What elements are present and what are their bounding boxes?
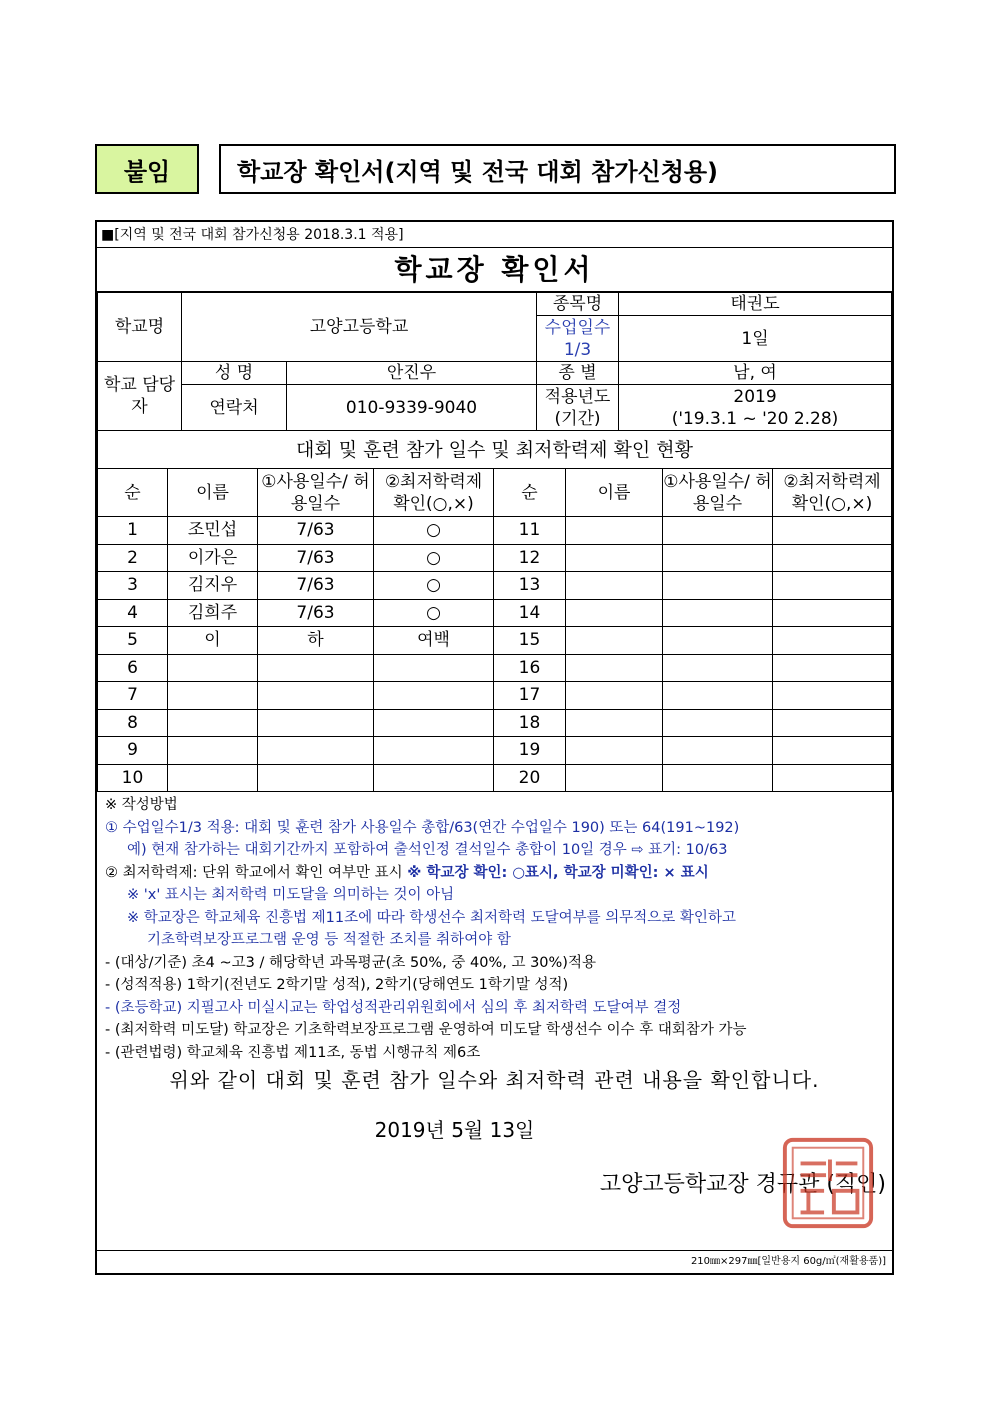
cell-check-right <box>773 764 892 792</box>
cell-check <box>374 764 494 792</box>
period-value: ('19.3.1 ~ '20 2.28) <box>671 408 839 429</box>
cell-no: 10 <box>98 764 168 792</box>
cell-name-right <box>566 764 663 792</box>
cell-days-right <box>663 599 773 627</box>
cell-days-right <box>663 764 773 792</box>
cell-check <box>374 737 494 765</box>
cell-no: 2 <box>98 544 168 572</box>
manager-label: 학교 담당자 <box>98 362 182 431</box>
cell-name-right <box>566 654 663 682</box>
name-value: 안진우 <box>287 362 537 385</box>
cell-name-right <box>566 709 663 737</box>
cell-no-right: 20 <box>494 764 566 792</box>
col-name-right: 이름 <box>566 469 663 517</box>
cell-check-right <box>773 627 892 655</box>
detail-2: - (성적적용) 1학기(전년도 2학기말 성적), 2학기(당해연도 1학기말 성적) <box>105 977 569 993</box>
detail-5: - (관련법령) 학교체육 진흥법 제11조, 동법 시행규칙 제6조 <box>105 1044 481 1061</box>
instructions <box>97 792 892 1064</box>
cell-days-right <box>663 682 773 710</box>
cell-name <box>168 682 258 710</box>
info-table <box>97 292 892 469</box>
cell-name: 김희주 <box>168 599 258 627</box>
form-header-note: ■[지역 및 전국 대회 참가신청용 2018.3.1 적용] <box>97 222 892 248</box>
col-days-right: ①사용일수/ 허용일수 <box>663 469 773 517</box>
table-row <box>98 654 892 682</box>
cell-no-right: 19 <box>494 737 566 765</box>
official-seal-stamp <box>779 1134 877 1232</box>
cell-check <box>374 709 494 737</box>
cell-days: 7/63 <box>258 517 374 545</box>
cell-name <box>168 654 258 682</box>
cell-days: 7/63 <box>258 544 374 572</box>
cell-no: 7 <box>98 682 168 710</box>
col-days: ①사용일수/ 허용일수 <box>258 469 374 517</box>
note-2 <box>105 862 892 885</box>
table-row <box>98 627 892 655</box>
document-heading: 학교장 확인서(지역 및 전국 대회 참가신청용) <box>219 144 896 194</box>
col-no: 순 <box>98 469 168 517</box>
cell-name: 조민섭 <box>168 517 258 545</box>
school-name: 고양고등학교 <box>182 293 537 362</box>
cell-days <box>258 737 374 765</box>
name-label: 성 명 <box>182 362 287 385</box>
col-name: 이름 <box>168 469 258 517</box>
cell-name-right <box>566 517 663 545</box>
cell-days-right <box>663 517 773 545</box>
year-label: 적용년도 (기간) <box>537 385 619 431</box>
note-2b: ※ 학교장 확인: ○표시, 학교장 미확인: × 표시 <box>407 864 709 881</box>
col-no-right: 순 <box>494 469 566 517</box>
cell-check: 여백 <box>374 627 494 655</box>
event-value: 태권도 <box>619 293 892 316</box>
cell-name-right <box>566 682 663 710</box>
table-row <box>98 572 892 600</box>
cell-no: 9 <box>98 737 168 765</box>
cell-days-right <box>663 737 773 765</box>
cell-check-right <box>773 572 892 600</box>
cell-name <box>168 737 258 765</box>
cell-no: 1 <box>98 517 168 545</box>
cell-name: 이가은 <box>168 544 258 572</box>
cell-no: 5 <box>98 627 168 655</box>
detail-1: - (대상/기준) 초4 ~고3 / 해당학년 과목평균(초 50%, 중 40%, 고 30%)적용 <box>105 954 596 971</box>
cell-no: 6 <box>98 654 168 682</box>
cell-check-right <box>773 654 892 682</box>
cell-no: 4 <box>98 599 168 627</box>
cell-check: ○ <box>374 544 494 572</box>
section-title: 대회 및 훈련 참가 일수 및 최저학력제 확인 현황 <box>98 431 892 469</box>
table-row <box>98 517 892 545</box>
cell-check: ○ <box>374 517 494 545</box>
cell-days <box>258 654 374 682</box>
cell-name-right <box>566 544 663 572</box>
col-check: ②최저학력제 확인(○,×) <box>374 469 494 517</box>
table-row <box>98 737 892 765</box>
confirmation-form <box>95 220 894 1275</box>
cell-name: 김지우 <box>168 572 258 600</box>
cell-check-right <box>773 709 892 737</box>
cell-check-right <box>773 682 892 710</box>
signer: 고양고등학교장 경규관 (직인) <box>599 1172 886 1197</box>
note-2a: ② 최저학력제: 단위 학교에서 확인 여부만 표시 <box>105 864 408 881</box>
closing-statement: 위와 같이 대회 및 훈련 참가 일수와 최저학력 관련 내용을 확인합니다. <box>169 1068 820 1092</box>
class-days-value: 1일 <box>619 316 892 362</box>
cell-check-right <box>773 544 892 572</box>
table-row <box>98 764 892 792</box>
cell-days-right <box>663 654 773 682</box>
contact-value: 010-9339-9040 <box>287 385 537 431</box>
cell-days: 7/63 <box>258 599 374 627</box>
note-1b: 예) 현재 참가하는 대회기간까지 포함하여 출석인정 결석일수 총합이 10일 경우 ⇨ 표기: 10/63 <box>127 842 728 858</box>
col-check-right: ②최저학력제 확인(○,×) <box>773 469 892 517</box>
note-3: ※ 'x' 표시는 최저학력 미도달을 의미하는 것이 아님 <box>127 887 455 903</box>
cell-check: ○ <box>374 572 494 600</box>
cell-days-right <box>663 709 773 737</box>
cell-name-right <box>566 737 663 765</box>
notes-heading: ※ 작성방법 <box>105 797 178 813</box>
event-label: 종목명 <box>537 293 619 316</box>
cell-no-right: 18 <box>494 709 566 737</box>
note-4a: ※ 학교장은 학교체육 진흥법 제11조에 따라 학생선수 최저학력 도달여부를 의무적으로 확인하고 <box>127 909 736 926</box>
cell-no: 8 <box>98 709 168 737</box>
cell-no-right: 17 <box>494 682 566 710</box>
cell-name <box>168 709 258 737</box>
detail-4: - (최저학력 미도달) 학교장은 기초학력보장프로그램 운영하여 미도달 학생선수 이수 후 대회참가 가능 <box>105 1022 747 1038</box>
cell-check-right <box>773 599 892 627</box>
cell-check-right <box>773 517 892 545</box>
table-row <box>98 599 892 627</box>
cell-no-right: 15 <box>494 627 566 655</box>
note-1a: ① 수업일수1/3 적용: 대회 및 훈련 참가 사용일수 총합/63(연간 수업일수 190) 또는 64(191~192) <box>105 819 740 836</box>
contact-label: 연락처 <box>182 385 287 431</box>
table-row <box>98 682 892 710</box>
cell-no-right: 12 <box>494 544 566 572</box>
cell-name <box>168 764 258 792</box>
cell-check: ○ <box>374 599 494 627</box>
cell-name-right <box>566 572 663 600</box>
table-row <box>98 709 892 737</box>
paper-spec: 210㎜×297㎜[일반용지 60g/㎡(재활용품)] <box>97 1250 892 1273</box>
attachment-label: 붙임 <box>95 144 199 194</box>
form-title: 학교장 확인서 <box>97 248 892 292</box>
cell-days-right <box>663 572 773 600</box>
cell-days-right <box>663 544 773 572</box>
cell-days-right <box>663 627 773 655</box>
note-4b: 기초학력보장프로그램 운영 등 적절한 조치를 취하여야 함 <box>147 932 511 948</box>
cell-name: 이 <box>168 627 258 655</box>
issue-date: 2019년 5월 13일 <box>374 1118 535 1142</box>
cell-check <box>374 682 494 710</box>
cell-check <box>374 654 494 682</box>
school-label: 학교명 <box>98 293 182 362</box>
cell-no-right: 14 <box>494 599 566 627</box>
year-value: 2019 <box>733 386 777 407</box>
cell-days <box>258 709 374 737</box>
cell-check-right <box>773 737 892 765</box>
cell-no-right: 11 <box>494 517 566 545</box>
class-days-label: 수업일수 1/3 <box>537 316 619 362</box>
table-row <box>98 544 892 572</box>
year-cell <box>619 385 892 431</box>
cell-days: 7/63 <box>258 572 374 600</box>
cell-days <box>258 682 374 710</box>
cell-no-right: 16 <box>494 654 566 682</box>
cell-days: 하 <box>258 627 374 655</box>
participation-table <box>97 468 892 792</box>
cell-no: 3 <box>98 572 168 600</box>
cell-name-right <box>566 627 663 655</box>
gender-label: 종 별 <box>537 362 619 385</box>
detail-3: - (초등학교) 지필고사 미실시교는 학업성적관리위원회에서 심의 후 최저학력 도달여부 결정 <box>105 999 682 1016</box>
gender-value: 남, 여 <box>619 362 892 385</box>
cell-days <box>258 764 374 792</box>
cell-name-right <box>566 599 663 627</box>
cell-no-right: 13 <box>494 572 566 600</box>
